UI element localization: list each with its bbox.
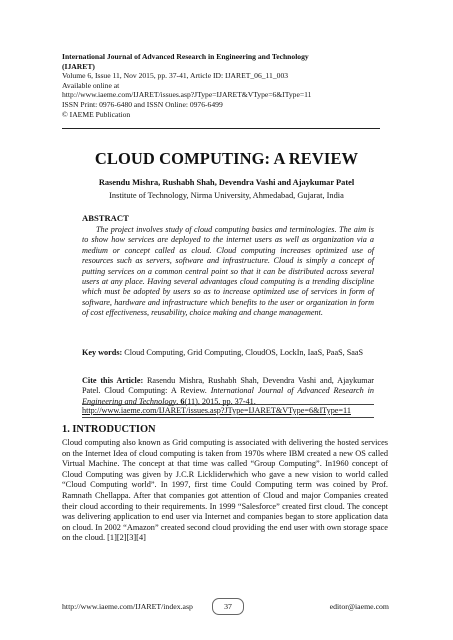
abstract-heading: ABSTRACT	[82, 213, 129, 223]
cite-text: Rasendu Mishra, Rushabh Shah, Devendra Vashi and, Ajaykumar Patel. Cloud Computing: A Review.	[82, 376, 374, 396]
keywords	[82, 348, 374, 358]
issue-info: Volume 6, Issue 11, Nov 2015, pp. 37-41, Article ID: IJARET_06_11_003	[62, 71, 289, 81]
journal-header	[62, 52, 392, 119]
paper-title: CLOUD COMPUTING: A REVIEW	[94, 149, 359, 168]
copyright-line: © IAEME Publication	[62, 109, 131, 119]
citation-link-rule-bottom	[82, 417, 374, 418]
journal-title: International Journal of Advanced Research in Engineering and Technology	[62, 52, 309, 61]
journal-abbreviation: (IJARET)	[62, 61, 95, 71]
author-list: Rasendu Mishra, Rushabh Shah, Devendra Vashi and Ajaykumar Patel	[98, 178, 355, 187]
cite-label: Cite this Article:	[82, 376, 144, 385]
page-number: 37	[212, 598, 244, 615]
cite-rest: (11), 2015, pp. 37-41.	[184, 396, 256, 406]
cite-volume: 6	[180, 396, 185, 406]
issn-line: ISSN Print: 0976-6480 and ISSN Online: 0976-6499	[62, 99, 223, 109]
citation-link-rule-top	[82, 404, 374, 405]
header-divider	[62, 128, 380, 129]
available-online-label: Available online at	[62, 80, 120, 90]
issue-url: http://www.iaeme.com/IJARET/issues.asp?JType=IJARET&VType=6&IType=11	[62, 90, 312, 100]
footer-url[interactable]: http://www.iaeme.com/IJARET/index.asp	[62, 602, 193, 611]
keywords-label: Key words:	[82, 348, 123, 357]
abstract-text: The project involves study of cloud computing basics and terminologies. The aim is to show how services are deployed to the internet users as well as organization via a medium or concept called as cloud. Cloud computing increases optimized use of resources such as servers, software and infrastructure. Cloud is simply a concept of putting services on a common central point so that it can be distributed across several users at any place. Having several advantages cloud computing is a trending discipline which must be adopted by users so as to increase optimized use of services in form of software, hardware and infrastructure which benefits to the user or organization in form of cost effectiveness, reusability, choice making and change management.	[82, 225, 374, 318]
affiliation: Institute of Technology, Nirma University, Ahmedabad, Gujarat, India	[109, 191, 344, 200]
section-text-introduction: Cloud computing also known as Grid computing is associated with delivering the hosted services on the Internet Idea of cloud computing is taken from 1970s where IBM created a new OS called Virtual Machine. The concept at that time was called “Group Computing”. In1960 concept of Cloud Computing was given by J.C.R Lickliderwhich who gave a new vision to world called “Cloud Computing world”. In 1997, first time Could Computing term was coined by Prof. Ramnath Chellappa. After that companies got attention of Cloud and major Companies created their cloud according to their requirements. In 1999 “Salesforce” created first cloud. The concept was delivering application to end user via Internet and companies began to store application data on cloud. In 2002 “Amazon” created second cloud providing the end user with own storage space on the cloud. [1][2][3][4]	[62, 438, 388, 543]
footer-email[interactable]: editor@iaeme.com	[329, 602, 389, 611]
cite-journal: International Journal of Advanced Research in Engineering and Technology	[82, 386, 374, 406]
page-footer	[0, 598, 453, 618]
section-heading-introduction: 1. INTRODUCTION	[62, 424, 156, 435]
keywords-text: Cloud Computing, Grid Computing, CloudOS, LockIn, IaaS, PaaS, SaaS	[122, 348, 364, 357]
citation: Cite this Article: Rasendu Mishra, Rushabh Shah, Devendra Vashi and, Ajaykumar Patel. Cloud Computing: A Review. International Journal of Advanced Research in Engineering and Technology, 6(11), 2015, pp. 37-41.	[82, 376, 374, 406]
citation-link[interactable]: http://www.iaeme.com/IJARET/issues.asp?JType=IJARET&VType=6&IType=11	[82, 406, 351, 415]
